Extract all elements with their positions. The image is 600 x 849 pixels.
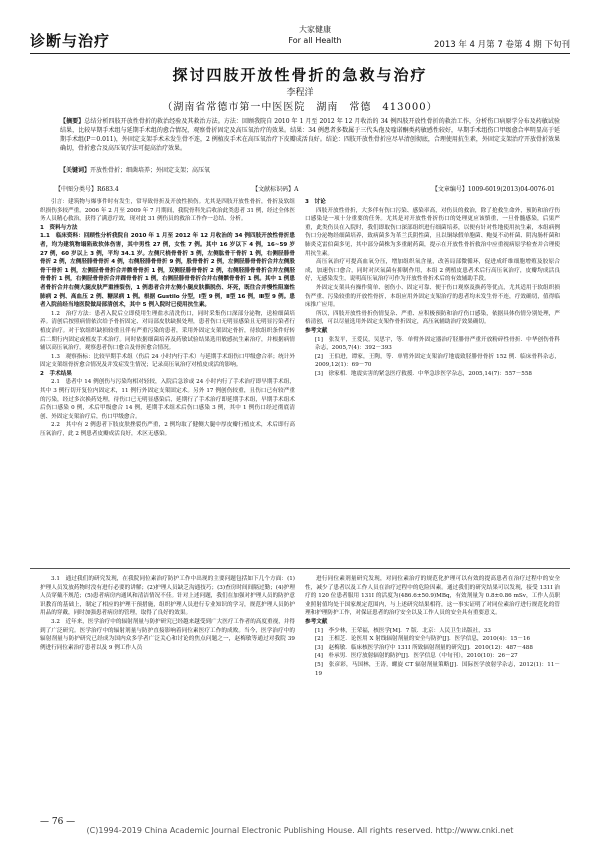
abstract [60,117,560,153]
body-paragraph: 1.2 治疗方法：患者入院后立即使用生理盐水清洗伤口，同时采集伤口深部分泌物，送检细菌培养。清创后按照病情依次给予骨折固定、对局部皮肤缺损处理，患者伤口无明显感染且无明显污染者行植皮治疗。对于软组织缺损较重且伴有严重污染的患者，采用外固定支架固定骨折，待软组织条件好转后二期行内固定或植皮手术治疗。同时依据细菌培养及药敏试验结果选用敏感抗生素治疗，并根据病情辅以高压氧治疗，观察患者伤口愈合及骨折愈合情况。 [40,310,295,352]
article-id: 【文章编号】1009-6019(2013)04-0076-01 [431,186,555,193]
section-heading: 1 资料与方法 [40,224,78,231]
section-heading: 2 手术结果 [40,370,72,377]
section-name: 诊断与治疗 [30,32,111,50]
section-divider [30,568,570,569]
section-heading: 参考文献 [305,327,328,334]
reference-item: [4] 朴承男．医疗放射辐射的防护[J]．医学信息（中旬刊），2010(10)：26－27 [315,653,518,660]
reference-item: [1] 李少林，王荣福，核医学[M]．7 版．北京：人民卫生出版社，33 [315,627,491,634]
classification-row [55,184,555,193]
body-paragraph: 3.2 近年来，医学治疗中的辐射剂量与防护研究已经越来越受到广大医疗工作者的高度重视，并得到了广泛研究。医学治疗中的辐射剂量与防护直接影响着同位素医疗工作的成败。当今，医学治疗中的辐射剂量与防护研究已经成为国内众多学者广泛关心和讨论的焦点问题之一，赵梅敏等通过对我院 39 例进行同位素治疗患者以及 9 例工作人员 [40,618,295,651]
journal-name [270,24,360,46]
document-code: 【文献标识码】A [252,186,299,193]
reference-item: [2] 王伯进，谭家，王陶，等．单臂外固定支架治疗地震致胫腓骨骨折 152 例．临床骨科杂志，2009,12(1)：69－70 [315,353,560,369]
article-author: 李程洋 [286,88,314,98]
journal-name-cn: 大家健康 [299,25,331,34]
keywords-label: 【关键词】 [60,167,91,174]
keywords-text: 开放性骨折；细菌培养；外固定支架；高压氧 [90,167,211,174]
issue-info: 2013 年 4 月第 7 卷第 4 期 下旬刊 [434,40,570,50]
reference-item: [5] 张彦彩，马国林，王涛，螺旋 CT 辐射剂量策略[J]．国际医学放射学杂志，2012(1)：11－19 [315,661,560,677]
article-affiliation: （湖南省常德市第一中医医院 湖南 常德 413000） [162,102,438,113]
bottom-right-column [305,575,560,678]
article-title: 探讨四肢开放性骨折的急救与治疗 [172,66,428,84]
body-paragraph: 所以，四肢开放性骨折伤情复杂、严重、应积极预防和治疗伤口感染，依据具体伤情分别处理，严格清创，可以尽量选用外固定支架作骨折固定，高压氧辅助治疗效果确切。 [305,310,560,326]
reference-item: [3] 赵梅敏．临床核医学治疗中 131I 所致辐射剂量的研究[J]．2010(12)：487－488 [315,644,533,651]
body-paragraph: 引言：建筑物与爆事件时有发生，常导致骨折及开放性损伤。尤其是四肢开放性骨折，骨折及软组织损伤多较严重。2006 年 2 月至 2009 年 7 月期间，我院骨科先后收治此类患者 31 例，经过全体医务人员精心救治，获得了满意疗效，现对此 31 例伤员的救治工作作一总结、分析。 [40,199,295,223]
abstract-label: 【摘要】 [60,118,85,125]
body-paragraph: 四肢开放性骨折，大多伴有伤口污染、感染率高，对伤员的救治，除了抢救生命外，预防和治疗伤口感染是一项十分重要的任务。尤其是对开放性骨折伤口的处理更应该慎重，一旦骨髓感染，后果严重，此类伤员在入院时，我们即取伤口深部组织进行细菌培养，以便有针对性地使用抗生素，本组病例伤口分泌物经细菌培养，致病菌多为革兰氏阴性菌，且以铜绿假单胞菌、鲍曼不动杆菌、阴沟肠杆菌和肺炎克雷伯菌多见，其中部分菌株为多重耐药菌，提示在开放性骨折救治中应重视病原学检查并合理使用抗生素。 [305,207,560,257]
clc-number: 【中图分类号】R683.4 [55,186,119,193]
abstract-text: 总结分析四肢开放性骨折的救治经验及其救治方法。方法：回顾我院自 2010 年 1 月至 2012 年 12 月收治的 34 例四肢开放性骨折的救治工作，分析伤口病原学分布及药敏试验结果，比较早期手术组与延期手术组的愈合情况，观察骨折固定及高压氧治疗的效果。结果：34 例患者多数属于三代头孢及喹诺酮类药敏感性较好，早期手术组伤口甲级愈合率明显高于延期手术组(P＝0.011)，外固定支架手术未发生骨不连，2 例植皮手术在高压氧治疗下皮瓣成活良好。结论：四肢开放性骨折应尽早清创彻底，合理使用抗生素，外固定支架治疗开放骨折效果确切，骨折愈合及高压氧疗法可提高治疗效果。 [60,118,560,152]
body-paragraph: 外固定支架具有操作简单、创伤小、固定可靠、便于伤口观察及换药等优点，尤其适用于软组织损伤严重、污染较重的开放性骨折，本组应用外固定支架治疗的患者均未发生骨不连，疗效确切，值得临床推广应用。 [305,284,560,309]
reference-item: [2] 王相芝．论医用 X 射线辐射剂量的安全与防护[J]．医学信息，2010(4)：15－16 [315,636,531,643]
bottom-left-column [40,575,295,652]
header-divider [30,53,570,54]
section-heading: 1.1 临床资料：回顾性分析我院自 2010 年 1 月至 2012 年 12 月收治的 34 例四肢开放性骨折患者，均为建筑物塌陷致软体伤害，其中男性 27 例，女性 7 例。其中 16 岁以下 4 例，16~59 岁 27 例，60 岁以上 3 例，平均 34.1 岁。左侧尺桡骨骨折 3 例，左侧肱骨干骨折 1 例，右侧胫腓骨骨折 2 例，左侧胫腓骨骨折 4 例，右侧胫腓骨骨折 9 例，股骨骨折 2 例，左侧胫腓骨骨折合并左侧股骨干骨折 1 例，左侧胫骨骨折合并髌骨骨折 1 例，双侧胫腓骨骨折 2 例，右侧胫腓骨骨折合并左侧胫骨骨折 1 例，右侧胫骨骨折合并踝骨骨折 1 例，右侧胫腓骨骨折合并右侧髌骨骨折 1 例。其中 1 例患者骨折合并右侧大腿皮肤严重挫裂伤，1 例患者合并左侧小腿皮肤撕脱伤、坏死，既往合并慢性阻塞性肺病 2 例、高血压 2 例、糖尿病 1 例。根据 Gustilo 分型，Ⅰ型 9 例，Ⅱ型 16 例，Ⅲ型 9 例。患者入院前经当地医院做局部清创术，其中 5 例入院时已使用抗生素。 [40,233,295,309]
journal-name-en: For all Health [288,36,342,45]
section-heading: 参考文献 [305,618,328,625]
body-paragraph: 3.1 通过我们的研究发现，在我院同位素治疗防护工作中出现的主要问题包括如下几个方面：(1)护理人员发放药物时没有进行必要的讲解；(2)护理人员缺乏沟通技巧；(3)查房时间间隔过勤；(4)护理人员穿戴不规范；(5)患者病房内通风和清洁情况不佳。针对上述问题，我们在加强对护理人员的防护意识教育的基础上，制定了相应的护理干预措施，组织护理人员进行专业知识的学习，规范护理人员防护用品的穿戴，同时加强患者病房的管理，取得了良好的效果。 [40,576,295,617]
body-paragraph: 1.3 观察指标：比较早期手术组（伤后 24 小时内行手术）与延期手术组伤口甲级愈合率；统计外固定支架组骨折愈合情况及并发症发生情况；记录高压氧治疗对植皮成活的影响。 [40,353,295,369]
section-heading: 3 讨论 [305,199,326,205]
body-paragraph: 进行同位素剂量研究发现，对同位素治疗的规范化护理可以有效的提高患者在治疗过程中的安全性，减少了患者以及工作人员在治疗过程中的危险因素。通过我们的研究结果可以发现，接受 131I 治疗的 120 位患者服用 131I 的活度为(486.6±50.9)MBq，有效剂量为 0.8±0.86 mSv，工作人员职业照射值均处于国家规定范围内，与上述研究结果相符，这一事实证明了对同位素治疗进行规范化的管理和护理防护工作，对保证患者的治疗安全以及工作人员的安全具有重要意义。 [305,576,560,617]
keywords [60,166,560,175]
body-paragraph: 2.2 其中有 2 例患者下肢皮肤挫裂伤严重，2 例均取了健侧大腿中厚皮瓣行植皮术，术后即行高压氧治疗，此 2 例患者皮瓣成活良好，术区无感染。 [40,422,295,438]
body-paragraph: 高压氧治疗可提高血氧分压，增加组织氧含量，改善局部微循环，促进成纤维细胞增殖及胶原合成，加速伤口愈合，同时对厌氧菌有抑制作用，本组 2 例植皮患者术后行高压氧治疗，皮瓣均成活良好，无感染发生，说明高压氧治疗可作为开放性骨折术后的有效辅助手段。 [305,259,560,283]
left-column [40,198,295,439]
page-number: — 76 — [40,817,76,827]
reference-item: [3] 徐家相．地震实害的紧急医疗救援．中华急诊医学杂志，2005,14(7)：557－558 [315,370,532,377]
reference-item: [1] 张发平，王爱民，吴思宇，等．单臂外固定器治疗胫腓骨严重开放粉碎性骨折．中华创伤骨科杂志，2005,7(4)：392－393 [315,336,560,352]
right-column [305,198,560,378]
copyright-footer: (C)1994-2019 China Academic Journal Electronic Publishing House. All rights reserved. http://www.cnki.net [86,826,514,835]
body-paragraph: 2.1 患者中 14 例创伤与污染均相对轻较，入院后急诊或 24 小时内行了手术治疗即早期手术组，其中 3 例行切开复位内固定术，11 例行外固定支架固定术。另外 17 例创伤较重，且伤口已有较严重的污染，经过多次换药处理，待伤口已无明显感染后，延期行了手术治疗即延期手术组，早期手术组术后伤口感染 0 例，术后甲级愈合 14 例，延期手术组术后伤口感染 3 例，其中 1 例伤口经过彻底清创、外固定支架治疗后，伤口甲级愈合。 [40,379,295,420]
